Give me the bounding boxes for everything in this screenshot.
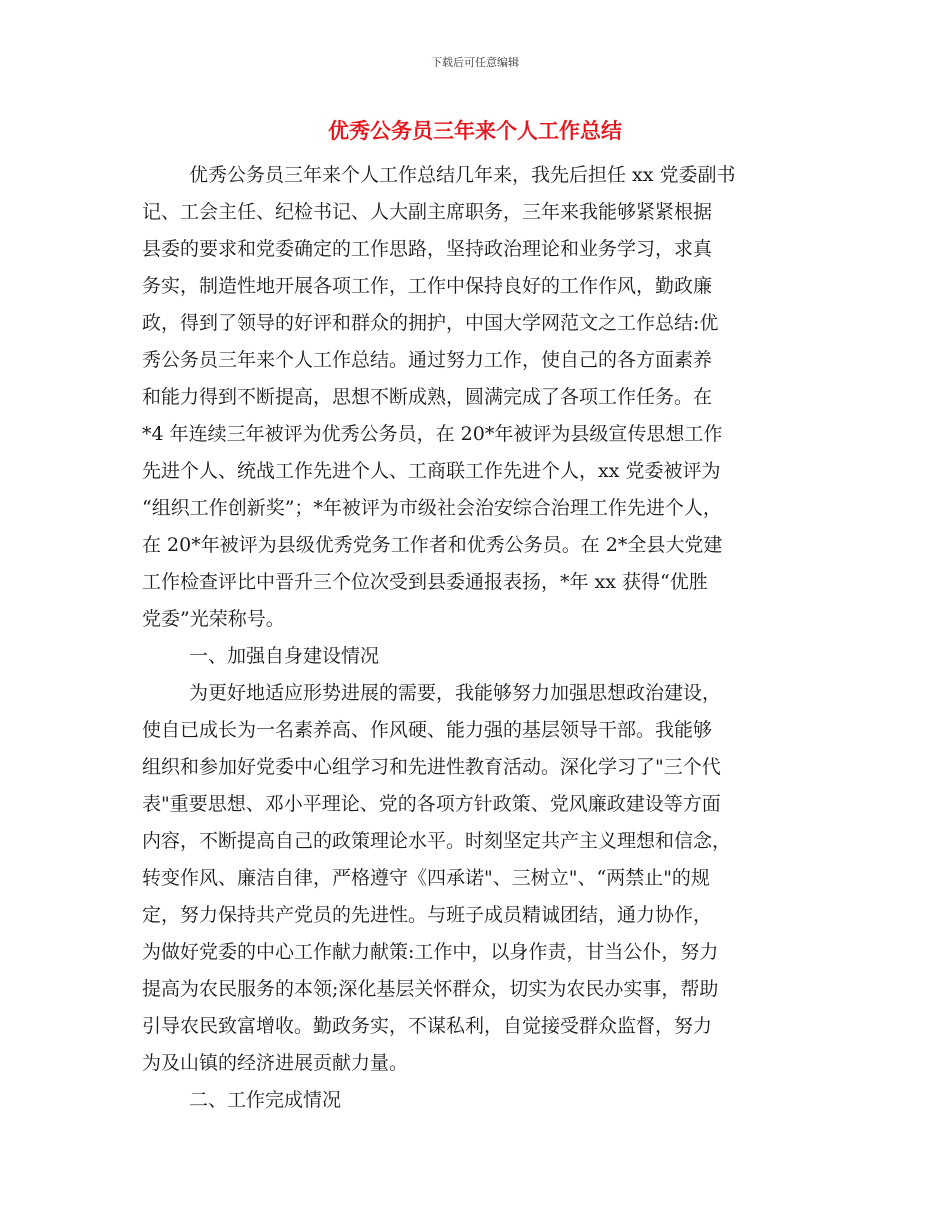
paragraph-line: 务实，制造性地开展各项工作，工作中保持良好的工作作风，勤政廉 [142, 275, 713, 297]
paragraph-line: 组织和参加好党委中心组学习和先进性教育活动。深化学习了"三个代 [142, 756, 721, 778]
paragraph-line: 秀公务员三年来个人工作总结。通过努力工作，使自己的各方面素养 [142, 349, 713, 371]
paragraph-line: 政，得到了领导的好评和群众的拥护，中国大学网范文之工作总结:优 [142, 312, 719, 334]
document-title: 优秀公务员三年来个人工作总结 [328, 119, 622, 143]
paragraph-line: 提高为农民服务的本领;深化基层关怀群众，切实为农民办实事，帮助 [142, 978, 719, 1000]
paragraph-line: 使自已成长为一名素养高、作风硬、能力强的基层领导干部。我能够 [142, 719, 713, 741]
paragraph-line: 为及山镇的经济进展贡献力量。 [142, 1052, 409, 1074]
paragraph-line: “组织工作创新奖”；*年被评为市级社会治安综合治理工作先进个人， [142, 497, 722, 519]
paragraph-line: 记、工会主任、纪检书记、人大副主席职务，三年来我能够紧紧根据 [142, 201, 713, 223]
paragraph-line: 和能力得到不断提高，思想不断成熟，圆满完成了各项工作任务。在 [142, 386, 713, 408]
paragraph-line: 转变作风、廉洁自律，严格遵守《四承诺"、三树立"、“两禁止"的规 [142, 867, 710, 889]
document-body [142, 157, 810, 1119]
paragraph-line: 内容，不断提高自己的政策理论水平。时刻坚定共产主义理想和信念， [142, 830, 732, 852]
paragraph-line: 工作检查评比中晋升三个位次受到县委通报表扬，*年 xx 获得“优胜 [142, 571, 708, 593]
paragraph-line: 县委的要求和党委确定的工作思路，坚持政治理论和业务学习，求真 [142, 238, 713, 260]
paragraph-line: 党委”光荣称号。 [142, 608, 285, 630]
paragraph-line: 为更好地适应形势进展的需要，我能够努力加强思想政治建设， [189, 682, 722, 704]
paragraph-line: 先进个人、统战工作先进个人、工商联工作先进个人，xx 党委被评为 [142, 460, 721, 482]
paragraph-line: 在 20*年被评为县级优秀党务工作者和优秀公务员。在 2*全县大党建 [142, 534, 723, 556]
paragraph-line: 优秀公务员三年来个人工作总结几年来，我先后担任 xx 党委副书 [189, 164, 736, 186]
paragraph-line: 为做好党委的中心工作献力献策:工作中，以身作责，甘当公仆，努力 [142, 941, 719, 963]
paragraph-line: 引导农民致富增收。勤政务实，不谋私利，自觉接受群众监督，努力 [142, 1015, 713, 1037]
paragraph-line: 表"重要思想、邓小平理论、党的各项方针政策、党风廉政建设等方面 [142, 793, 721, 815]
section-heading: 二、工作完成情况 [189, 1089, 342, 1111]
page-header: 下载后可任意编辑 [431, 56, 519, 69]
section-heading: 一、加强自身建设情况 [189, 645, 380, 667]
paragraph-line: *4 年连续三年被评为优秀公务员，在 20*年被评为县级宣传思想工作 [142, 423, 723, 445]
paragraph-line: 定，努力保持共产党员的先进性。与班子成员精诚团结，通力协作， [142, 904, 713, 926]
